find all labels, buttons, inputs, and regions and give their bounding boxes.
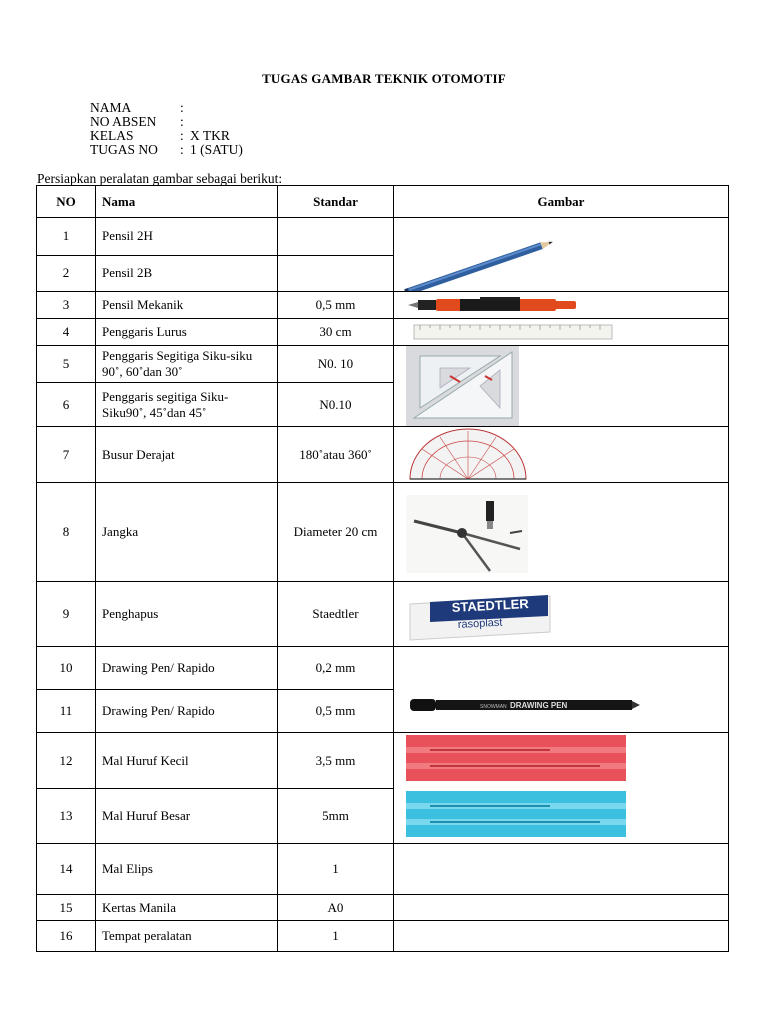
table-row xyxy=(37,582,729,647)
cell-gambar-drawing-pen xyxy=(394,647,729,733)
table-row xyxy=(37,921,729,952)
cell-gambar-empty xyxy=(394,844,729,895)
cell-no: 10 xyxy=(37,647,96,690)
cell-standar: 0,5 mm xyxy=(278,292,394,319)
cell-nama: Penggaris Lurus xyxy=(96,319,278,346)
cell-no: 11 xyxy=(37,690,96,733)
cell-nama: Tempat peralatan xyxy=(96,921,278,952)
meta-value: X TKR xyxy=(190,128,230,143)
student-info xyxy=(90,101,243,157)
protractor-image xyxy=(400,427,735,482)
cell-gambar-compass xyxy=(394,483,729,582)
intro-text: Persiapkan peralatan gambar sebagai berikut: xyxy=(37,171,283,186)
cell-standar: 1 xyxy=(278,844,394,895)
cell-no: 4 xyxy=(37,319,96,346)
cell-gambar-empty xyxy=(394,921,729,952)
cell-no: 2 xyxy=(37,255,96,292)
pencil-image xyxy=(400,218,735,291)
table-row xyxy=(37,346,729,383)
cell-no: 16 xyxy=(37,921,96,952)
cell-nama: Mal Elips xyxy=(96,844,278,895)
cell-gambar-stencil xyxy=(394,733,729,844)
table-row xyxy=(37,427,729,483)
meta-label: KELAS xyxy=(90,128,134,143)
cell-nama: Penghapus xyxy=(96,582,278,647)
cell-standar: 0,5 mm xyxy=(278,690,394,733)
cell-nama: Pensil 2B xyxy=(96,255,278,292)
cell-no: 7 xyxy=(37,427,96,483)
cell-no: 13 xyxy=(37,789,96,844)
cell-nama: Mal Huruf Kecil xyxy=(96,733,278,789)
meta-value: 1 (SATU) xyxy=(190,142,243,157)
eraser-model-text: rasoplast xyxy=(457,616,503,631)
cell-nama: Busur Derajat xyxy=(96,427,278,483)
cell-nama: Pensil 2H xyxy=(96,218,278,256)
eraser-brand-text: STAEDTLER xyxy=(451,595,530,615)
header-standar: Standar xyxy=(278,186,394,218)
page-title: TUGAS GAMBAR TEKNIK OTOMOTIF xyxy=(262,71,506,86)
cell-standar: Staedtler xyxy=(278,582,394,647)
cell-standar: 3,5 mm xyxy=(278,733,394,789)
cell-nama: Drawing Pen/ Rapido xyxy=(96,647,278,690)
lettering-stencil-image xyxy=(400,733,735,843)
cell-gambar-ruler xyxy=(394,319,729,346)
meta-row-no-absen xyxy=(90,115,243,129)
pen-label-text: DRAWING PEN xyxy=(510,701,568,710)
cell-standar xyxy=(278,255,394,292)
cell-nama: Pensil Mekanik xyxy=(96,292,278,319)
meta-label: NO ABSEN xyxy=(90,114,157,129)
eraser-image xyxy=(400,582,735,646)
cell-standar xyxy=(278,218,394,256)
cell-nama: Drawing Pen/ Rapido xyxy=(96,690,278,733)
cell-nama: Mal Huruf Besar xyxy=(96,789,278,844)
header-no: NO xyxy=(37,186,96,218)
cell-standar: 0,2 mm xyxy=(278,647,394,690)
table-row xyxy=(37,733,729,789)
cell-standar: 30 cm xyxy=(278,319,394,346)
meta-colon: : xyxy=(180,142,184,157)
compass-image xyxy=(400,483,735,581)
cell-standar: A0 xyxy=(278,895,394,921)
cell-standar: N0. 10 xyxy=(278,346,394,383)
table-row xyxy=(37,319,729,346)
meta-colon: : xyxy=(180,114,184,129)
cell-standar: 180˚atau 360˚ xyxy=(278,427,394,483)
equipment-table xyxy=(36,185,729,952)
cell-no: 3 xyxy=(37,292,96,319)
table-row xyxy=(37,218,729,256)
cell-no: 6 xyxy=(37,383,96,427)
meta-label: NAMA xyxy=(90,100,132,115)
cell-gambar-empty xyxy=(394,895,729,921)
cell-standar: N0.10 xyxy=(278,383,394,427)
cell-gambar-protractor xyxy=(394,427,729,483)
meta-colon: : xyxy=(180,128,184,143)
table-row xyxy=(37,647,729,690)
cell-gambar-eraser xyxy=(394,582,729,647)
meta-colon: : xyxy=(180,100,184,115)
ruler-image xyxy=(400,319,735,345)
drawing-pen-image xyxy=(400,647,735,732)
pen-brand-text: SNOWMAN xyxy=(480,704,507,710)
header-gambar: Gambar xyxy=(394,186,729,218)
cell-no: 8 xyxy=(37,483,96,582)
cell-no: 14 xyxy=(37,844,96,895)
meta-label: TUGAS NO xyxy=(90,142,158,157)
cell-no: 5 xyxy=(37,346,96,383)
cell-nama: Penggaris Segitiga Siku-siku 90˚, 60˚dan 30˚ xyxy=(96,346,278,383)
cell-standar: 1 xyxy=(278,921,394,952)
meta-row-nama xyxy=(90,101,243,115)
cell-gambar-mechanical-pencil xyxy=(394,292,729,319)
table-row xyxy=(37,844,729,895)
cell-no: 15 xyxy=(37,895,96,921)
cell-standar: Diameter 20 cm xyxy=(278,483,394,582)
meta-row-tugas-no xyxy=(90,143,243,157)
cell-nama: Jangka xyxy=(96,483,278,582)
cell-nama: Kertas Manila xyxy=(96,895,278,921)
table-header-row xyxy=(37,186,729,218)
mechanical-pencil-image xyxy=(400,292,735,318)
cell-standar: 5mm xyxy=(278,789,394,844)
table-row xyxy=(37,292,729,319)
meta-row-kelas xyxy=(90,129,243,143)
cell-gambar-pencil xyxy=(394,218,729,292)
cell-no: 9 xyxy=(37,582,96,647)
cell-no: 1 xyxy=(37,218,96,256)
cell-gambar-set-square xyxy=(394,346,729,427)
cell-nama: Penggaris segitiga Siku-Siku90˚, 45˚dan 45˚ xyxy=(96,383,278,427)
table-row xyxy=(37,895,729,921)
table-row xyxy=(37,483,729,582)
header-nama: Nama xyxy=(96,186,278,218)
set-square-image xyxy=(400,346,735,426)
cell-no: 12 xyxy=(37,733,96,789)
